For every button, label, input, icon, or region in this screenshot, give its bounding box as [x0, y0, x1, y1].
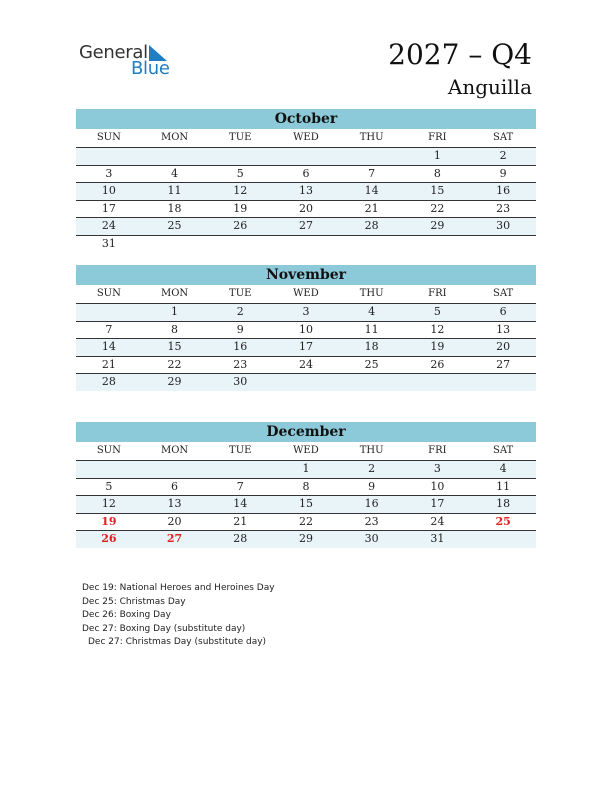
day-cell: 24 [405, 513, 471, 531]
day-cell [207, 148, 273, 166]
day-cell: 28 [207, 531, 273, 548]
week-row [76, 339, 536, 357]
day-cell: 22 [142, 356, 208, 374]
day-cell: 17 [273, 339, 339, 357]
week-row [76, 304, 536, 322]
weekday-header: TUE [207, 442, 273, 461]
day-cell: 21 [339, 200, 405, 218]
day-cell: 26 [405, 356, 471, 374]
month-title: December [76, 422, 536, 442]
day-cell: 15 [405, 183, 471, 201]
day-cell [339, 374, 405, 391]
month-title: October [76, 109, 536, 129]
week-row [76, 148, 536, 166]
day-cell [405, 235, 471, 252]
weekday-header: SAT [470, 129, 536, 148]
day-cell: 18 [339, 339, 405, 357]
day-cell: 11 [142, 183, 208, 201]
day-cell [273, 148, 339, 166]
week-row [76, 218, 536, 236]
day-cell: 14 [76, 339, 142, 357]
day-cell: 25 [339, 356, 405, 374]
day-cell [142, 148, 208, 166]
day-cell: 10 [76, 183, 142, 201]
week-row [76, 183, 536, 201]
week-row [76, 531, 536, 548]
day-cell [273, 374, 339, 391]
week-row [76, 165, 536, 183]
logo [79, 42, 189, 82]
day-cell: 19 [405, 339, 471, 357]
day-cell: 8 [405, 165, 471, 183]
weekday-header: WED [273, 442, 339, 461]
day-cell: 29 [405, 218, 471, 236]
day-cell: 27 [273, 218, 339, 236]
day-cell: 6 [273, 165, 339, 183]
day-cell: 14 [207, 496, 273, 514]
day-cell: 3 [273, 304, 339, 322]
holiday-note: Dec 27: Boxing Day (substitute day) [82, 623, 246, 634]
weekday-header: SUN [76, 285, 142, 304]
day-cell: 22 [273, 513, 339, 531]
weekday-header: SAT [470, 285, 536, 304]
day-cell: 28 [339, 218, 405, 236]
day-cell: 7 [207, 478, 273, 496]
day-cell: 12 [207, 183, 273, 201]
day-cell: 5 [405, 304, 471, 322]
day-cell: 4 [470, 461, 536, 479]
day-cell: 23 [339, 513, 405, 531]
holiday-note: Dec 19: National Heroes and Heroines Day [82, 583, 275, 593]
day-cell [142, 235, 208, 252]
day-cell: 17 [405, 496, 471, 514]
weekday-header: SUN [76, 129, 142, 148]
month-october [76, 109, 536, 252]
day-cell: 8 [273, 478, 339, 496]
weekday-header: TUE [207, 285, 273, 304]
day-cell: 16 [339, 496, 405, 514]
day-cell: 23 [207, 356, 273, 374]
day-cell: 28 [76, 374, 142, 391]
day-cell: 25 [142, 218, 208, 236]
week-row [76, 478, 536, 496]
day-cell: 14 [339, 183, 405, 201]
month-grid [76, 285, 536, 391]
day-cell: 29 [273, 531, 339, 548]
day-cell: 9 [207, 321, 273, 339]
day-cell: 31 [405, 531, 471, 548]
weekday-header: WED [273, 285, 339, 304]
day-cell [470, 531, 536, 548]
day-cell: 19 [76, 513, 142, 531]
day-cell: 23 [470, 200, 536, 218]
day-cell: 1 [273, 461, 339, 479]
month-november [76, 265, 536, 391]
day-cell: 26 [76, 531, 142, 548]
logo-blue-text: Blue [131, 58, 170, 79]
day-cell [76, 148, 142, 166]
day-cell [142, 461, 208, 479]
day-cell: 15 [142, 339, 208, 357]
day-cell [339, 235, 405, 252]
day-cell: 27 [470, 356, 536, 374]
day-cell [273, 235, 339, 252]
day-cell [76, 304, 142, 322]
day-cell [76, 461, 142, 479]
weekday-header: THU [339, 442, 405, 461]
day-cell: 20 [470, 339, 536, 357]
day-cell: 30 [339, 531, 405, 548]
day-cell: 9 [470, 165, 536, 183]
week-row [76, 200, 536, 218]
holiday-note: Dec 26: Boxing Day [82, 610, 171, 620]
day-cell: 3 [405, 461, 471, 479]
weekday-header: FRI [405, 285, 471, 304]
day-cell: 18 [142, 200, 208, 218]
day-cell: 29 [142, 374, 208, 391]
day-cell: 2 [470, 148, 536, 166]
day-cell: 22 [405, 200, 471, 218]
day-cell: 13 [470, 321, 536, 339]
day-cell: 12 [405, 321, 471, 339]
day-cell: 6 [142, 478, 208, 496]
week-row [76, 374, 536, 391]
week-row [76, 496, 536, 514]
day-cell: 2 [207, 304, 273, 322]
holiday-note: Dec 27: Christmas Day (substitute day) [88, 637, 267, 647]
day-cell: 11 [339, 321, 405, 339]
day-cell: 9 [339, 478, 405, 496]
weekday-header: SAT [470, 442, 536, 461]
day-cell: 6 [470, 304, 536, 322]
weekday-header: THU [339, 285, 405, 304]
day-cell: 11 [470, 478, 536, 496]
day-cell: 21 [207, 513, 273, 531]
day-cell: 7 [339, 165, 405, 183]
day-cell: 12 [76, 496, 142, 514]
day-cell: 13 [142, 496, 208, 514]
day-cell [339, 148, 405, 166]
country-name: Anguilla [447, 75, 532, 99]
week-row [76, 461, 536, 479]
weekday-header: MON [142, 285, 208, 304]
day-cell: 27 [142, 531, 208, 548]
day-cell: 8 [142, 321, 208, 339]
day-cell [405, 374, 471, 391]
day-cell: 4 [142, 165, 208, 183]
day-cell: 30 [207, 374, 273, 391]
week-row [76, 235, 536, 252]
day-cell: 24 [273, 356, 339, 374]
weekday-header: FRI [405, 129, 471, 148]
day-cell: 19 [207, 200, 273, 218]
day-cell: 1 [405, 148, 471, 166]
logo-general-text: General [79, 42, 148, 63]
holiday-notes [82, 582, 275, 650]
day-cell: 10 [273, 321, 339, 339]
day-cell: 17 [76, 200, 142, 218]
month-grid [76, 129, 536, 252]
day-cell: 21 [76, 356, 142, 374]
day-cell: 1 [142, 304, 208, 322]
day-cell: 4 [339, 304, 405, 322]
day-cell: 10 [405, 478, 471, 496]
day-cell: 3 [76, 165, 142, 183]
day-cell [207, 461, 273, 479]
weekday-header: THU [339, 129, 405, 148]
day-cell: 26 [207, 218, 273, 236]
day-cell: 24 [76, 218, 142, 236]
weekday-header: MON [142, 442, 208, 461]
day-cell [207, 235, 273, 252]
day-cell: 20 [142, 513, 208, 531]
day-cell [470, 374, 536, 391]
day-cell: 15 [273, 496, 339, 514]
weekday-header: FRI [405, 442, 471, 461]
day-cell: 5 [76, 478, 142, 496]
month-grid [76, 442, 536, 548]
week-row [76, 513, 536, 531]
weekday-header: MON [142, 129, 208, 148]
day-cell: 5 [207, 165, 273, 183]
day-cell: 18 [470, 496, 536, 514]
weekday-header: WED [273, 129, 339, 148]
weekday-header: SUN [76, 442, 142, 461]
day-cell: 13 [273, 183, 339, 201]
week-row [76, 321, 536, 339]
day-cell: 20 [273, 200, 339, 218]
holiday-note: Dec 25: Christmas Day [82, 596, 186, 607]
weekday-header: TUE [207, 129, 273, 148]
day-cell: 2 [339, 461, 405, 479]
page-title: 2027 – Q4 [388, 38, 532, 71]
day-cell: 16 [207, 339, 273, 357]
month-december [76, 422, 536, 548]
month-title: November [76, 265, 536, 285]
day-cell [470, 235, 536, 252]
day-cell: 30 [470, 218, 536, 236]
day-cell: 31 [101, 236, 116, 250]
day-cell: 16 [470, 183, 536, 201]
day-cell: 7 [76, 321, 142, 339]
day-cell: 25 [470, 513, 536, 531]
week-row [76, 356, 536, 374]
